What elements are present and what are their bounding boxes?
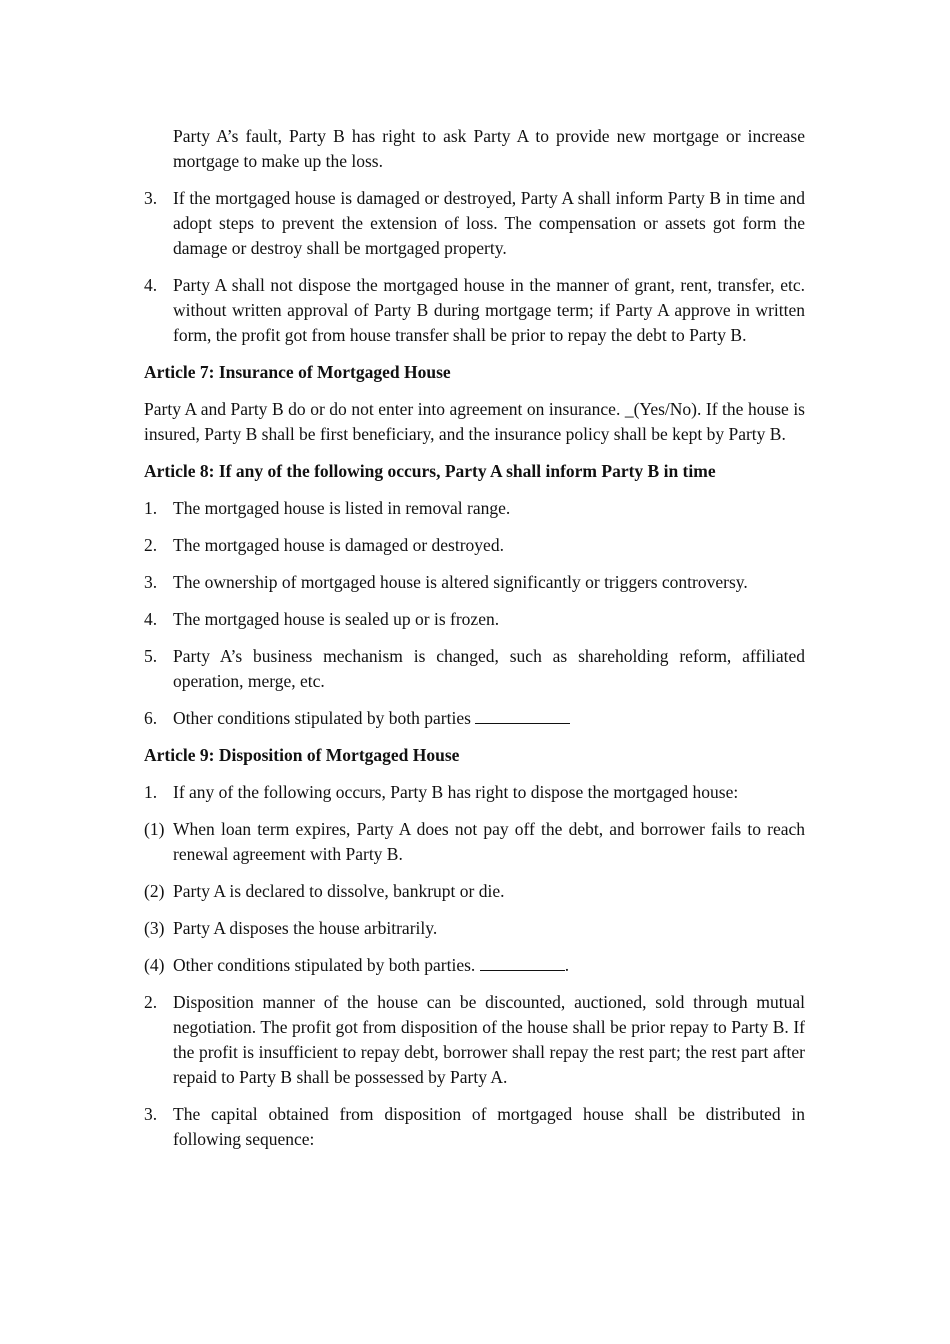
list-item	[144, 607, 805, 632]
list-number: 1.	[144, 498, 158, 518]
sub-list-text-content: Other conditions stipulated by both parties.	[173, 955, 480, 975]
list-number: 6.	[144, 708, 158, 728]
list-number: 4.	[144, 609, 158, 629]
fill-in-blank	[475, 706, 570, 724]
sub-list-text: Party A disposes the house arbitrarily.	[173, 918, 438, 938]
list-text: Party A’s business mechanism is changed, such as shareholding reform, affiliated operation, merge, etc.	[173, 646, 805, 691]
article-8-heading: Article 8: If any of the following occurs, Party A shall inform Party B in time	[144, 461, 716, 481]
list-item	[144, 570, 805, 595]
article-7-paragraph: Party A and Party B do or do not enter into agreement on insurance. _(Yes/No). If the house is insured, Party B shall be first beneficiary, and the insurance policy shall be kept by Party B.	[144, 399, 805, 444]
list-item	[144, 990, 805, 1090]
sub-list-number: (2)	[144, 881, 165, 901]
sub-list-item	[144, 953, 805, 978]
sub-list-item	[144, 817, 805, 867]
list-number: 1.	[144, 782, 158, 802]
sub-list-text: When loan term expires, Party A does not pay off the debt, and borrower fails to reach renewal agreement with Party B.	[173, 819, 805, 864]
sub-list-number: (3)	[144, 918, 165, 938]
list-text	[173, 706, 805, 731]
sub-list-item	[144, 879, 805, 904]
list-item	[144, 706, 805, 731]
list-item	[144, 186, 805, 261]
fill-in-blank	[480, 953, 565, 971]
list-item	[144, 273, 805, 348]
list-number: 3.	[144, 188, 158, 208]
list-number: 2.	[144, 535, 158, 555]
sub-list-number: (4)	[144, 955, 165, 975]
article-7-heading: Article 7: Insurance of Mortgaged House	[144, 362, 451, 382]
list-number: 4.	[144, 275, 158, 295]
list-item	[144, 644, 805, 694]
list-number: 2.	[144, 992, 158, 1012]
list-text-content: Other conditions stipulated by both parties	[173, 708, 476, 728]
document-page	[144, 124, 805, 1164]
list-number: 5.	[144, 646, 158, 666]
sub-list-text: Party A is declared to dissolve, bankrupt or die.	[173, 881, 505, 901]
list-item	[144, 496, 805, 521]
sub-list-text	[173, 953, 805, 978]
article-9-heading: Article 9: Disposition of Mortgaged House	[144, 745, 460, 765]
list-text: The capital obtained from disposition of mortgaged house shall be distributed in following sequence:	[173, 1104, 805, 1149]
list-item	[144, 533, 805, 558]
list-text: If the mortgaged house is damaged or destroyed, Party A shall inform Party B in time and adopt steps to prevent the extension of loss. The compensation or assets got form the damage or destroy shall be mortgaged property.	[173, 188, 805, 258]
sub-list-item	[144, 916, 805, 941]
article-6-continued-text: Party A’s fault, Party B has right to ask Party A to provide new mortgage or increase mortgage to make up the loss.	[173, 126, 805, 171]
list-text: Party A shall not dispose the mortgaged house in the manner of grant, rent, transfer, etc. without written approval of Party B during mortgage term; if Party A approve in written form, the profit got from house transfer shall be prior to repay the debt to Party B.	[173, 275, 805, 345]
list-item	[144, 1102, 805, 1152]
list-item	[144, 780, 805, 805]
list-text: The ownership of mortgaged house is altered significantly or triggers controversy.	[173, 572, 748, 592]
sub-list-text-tail: .	[564, 955, 570, 975]
list-text: The mortgaged house is damaged or destroyed.	[173, 535, 504, 555]
list-text: The mortgaged house is sealed up or is frozen.	[173, 609, 500, 629]
sub-list-number: (1)	[144, 819, 165, 839]
list-text: Disposition manner of the house can be discounted, auctioned, sold through mutual negotiation. The profit got from disposition of the house shall be prior repay to Party B. If the profit is insufficient to repay debt, borrower shall repay the rest part; the rest part after repaid to Party B shall be possessed by Party A.	[173, 992, 805, 1087]
list-number: 3.	[144, 572, 158, 592]
list-number: 3.	[144, 1104, 158, 1124]
list-text: If any of the following occurs, Party B has right to dispose the mortgaged house:	[173, 782, 739, 802]
list-text: The mortgaged house is listed in removal range.	[173, 498, 511, 518]
